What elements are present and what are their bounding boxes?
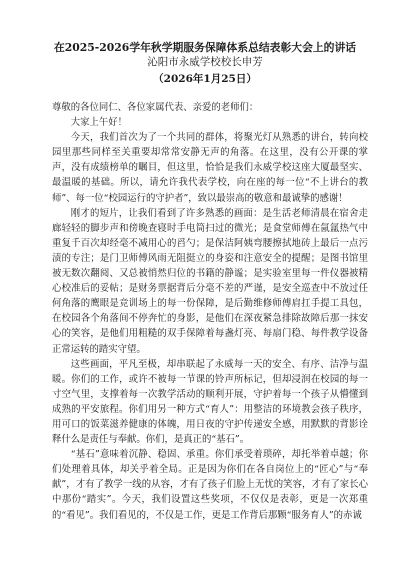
speech-header [0, 40, 410, 87]
paragraph: 今天，我们首次为了一个共同的群体，将聚光灯从熟悉的讲台，转向校园里那些同样至关重要却常常安静无声的角落。在这里，没有公开课的掌声，没有成绩榜单的瞩目，但这里，恰恰是我们永威学校这座大厦最坚实、最温暖的基础。所以，请允许我代表学校，向在座的每一位“不上讲台的教师”、每一位“校园运行的守护者”，致以最崇高的敬意和最诚挚的感谢！ [52, 132, 368, 204]
paragraph: 刚才的短片，让我们看到了许多熟悉的画面：是生活老师清晨在宿舍走廊轻轻的脚步声和傍晚查寝时手电筒扫过的微光；是食堂师傅在氤氲热气中重复千百次却经毫不减用心的舀勺；是保洁阿姨弯腰擦拭地砖上最后一点污渍的专注；是门卫师傅风雨无阻挺立的身姿和注意安全的提醒；是图书馆里被无数次翻阅、又总被悄然归位的书籍的静谧；是实验室里每一件仪器被精心校准后的妥帖；是财务票据背后分毫不差的严谨，是安全巡查中不放过任何角落的鹰眼是竞训场上的每一份保障，是后勤维修师傅肩扛手提工具包，在校园各个角落间不停奔忙的身影，是他们在深夜紧急排除故障后那一抹安心的笑容，是他们用粗糙的双手保障着每盏灯亮、每扇门稳、每件教学设备正常运转的踏实守望。 [52, 207, 368, 355]
salutation: 尊敬的各位同仁、各位家属代表、亲爱的老师们： [52, 102, 259, 113]
speech-title: 在2025-2026学年秋学期服务保障体系总结表彰大会上的讲话 [53, 41, 357, 54]
greeting: 大家上午好！ [70, 117, 128, 129]
speech-date: （2026年1月25日） [153, 73, 257, 85]
paragraph: “基石”意味着沉静、稳固、承重。你们承受着琐碎，却托举着卓越；你们处理着具体，却关乎着全局。正是因为你们在各自岗位上的“匠心”与“奉献”，才有了教学一线的从容，才有了孩子们脸上无忧的笑容，才有了家长心中那份“踏实”。今天，我们设置这些奖项，不仅仅是表彰，更是一次郑重的“看见”。我们看见的，不仅是工作，更是工作背后那颗“服务育人”的赤诚 [52, 449, 368, 521]
paragraph: 这些画面，平凡至极，却串联起了永威每一天的安全、有序、洁净与温暖。你们的工作，或许不被每一节课的铃声所标记，但却浸润在校园的每一寸空气里，支撑着每一次教学活动的顺利开展，守护着每一个孩子从懵懂到成熟的平安旅程。你们用另一种方式“育人”：用整洁的环境教会孩子秩序，用可口的饭菜滋养健康的体魄，用日夜的守护传递安全感，用默默的背影诠释什么是责任与奉献。你们，是真正的“基石”。 [52, 358, 368, 446]
speech-body [52, 100, 368, 523]
speaker-line: 沁阳市永威学校校长申芳 [147, 56, 263, 68]
